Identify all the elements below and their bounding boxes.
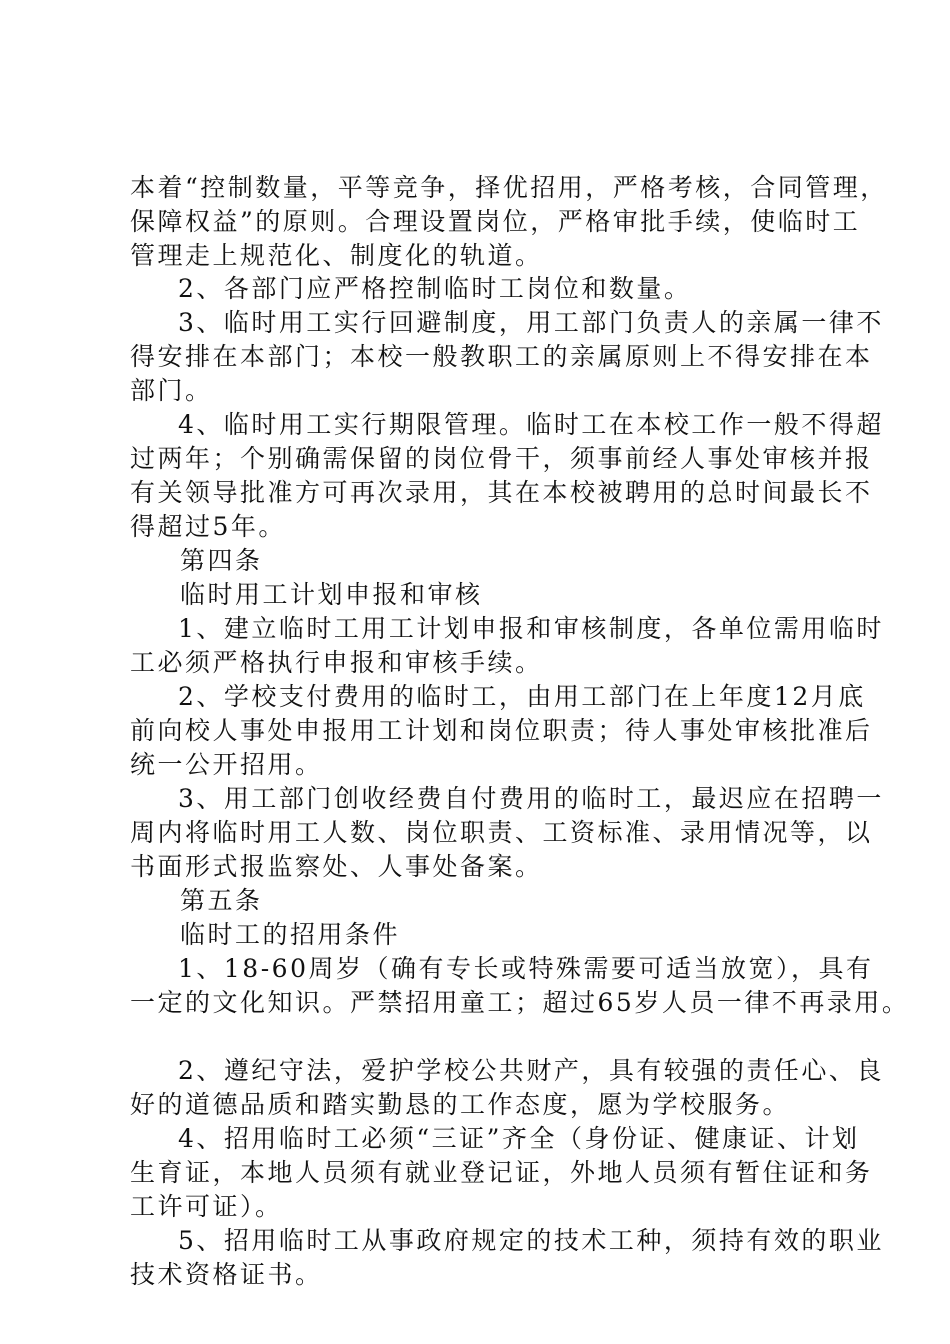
paragraph-line: 统一公开招用。 bbox=[130, 750, 323, 779]
paragraph-line: 周内将临时用工人数、岗位职责、工资标准、录用情况等，以 bbox=[130, 818, 873, 847]
paragraph-line: 1、18-60周岁（确有专长或特殊需要可适当放宽），具有 bbox=[178, 954, 874, 983]
paragraph-line: 书面形式报监察处、人事处备案。 bbox=[130, 852, 543, 881]
paragraph-line: 有关领导批准方可再次录用，其在本校被聘用的总时间最长不 bbox=[130, 478, 873, 507]
paragraph-line: 得超过5年。 bbox=[130, 512, 286, 541]
paragraph-line: 好的道德品质和踏实勤恳的工作态度，愿为学校服务。 bbox=[130, 1090, 791, 1119]
paragraph-line: 3、临时用工实行回避制度，用工部门负责人的亲属一律不 bbox=[178, 308, 884, 337]
paragraph-line: 生育证，本地人员须有就业登记证，外地人员须有暂住证和务 bbox=[130, 1158, 873, 1187]
article-heading: 第五条 bbox=[180, 886, 263, 915]
paragraph-line: 技术资格证书。 bbox=[130, 1260, 323, 1289]
paragraph-line: 部门。 bbox=[130, 376, 213, 405]
paragraph-line: 2、遵纪守法，爱护学校公共财产，具有较强的责任心、良 bbox=[178, 1056, 884, 1085]
paragraph-line: 保障权益”的原则。合理设置岗位，严格审批手续，使临时工 bbox=[130, 207, 861, 236]
paragraph-line: 1、建立临时工用工计划申报和审核制度，各单位需用临时 bbox=[178, 614, 884, 643]
article-title: 临时工的招用条件 bbox=[180, 920, 401, 949]
paragraph-line: 3、用工部门创收经费自付费用的临时工，最迟应在招聘一 bbox=[178, 784, 884, 813]
paragraph-line: 管理走上规范化、制度化的轨道。 bbox=[130, 241, 543, 270]
paragraph-line: 一定的文化知识。严禁招用童工；超过65岁人员一律不再录用。 bbox=[130, 988, 910, 1017]
paragraph-line: 本着“控制数量，平等竞争，择优招用，严格考核，合同管理， bbox=[130, 173, 888, 202]
paragraph-line: 工许可证）。 bbox=[130, 1192, 283, 1221]
paragraph-line: 2、各部门应严格控制临时工岗位和数量。 bbox=[178, 274, 692, 303]
article-heading: 第四条 bbox=[180, 546, 263, 575]
paragraph-line: 2、学校支付费用的临时工，由用工部门在上年度12月底 bbox=[178, 682, 866, 711]
paragraph-line: 5、招用临时工从事政府规定的技术工种，须持有效的职业 bbox=[178, 1226, 884, 1255]
paragraph-line: 过两年；个别确需保留的岗位骨干，须事前经人事处审核并报 bbox=[130, 444, 873, 473]
paragraph-line: 4、招用临时工必须“三证”齐全（身份证、健康证、计划 bbox=[178, 1124, 860, 1153]
paragraph-line: 前向校人事处申报用工计划和岗位职责；待人事处审核批准后 bbox=[130, 716, 873, 745]
paragraph-line: 4、临时用工实行期限管理。临时工在本校工作一般不得超 bbox=[178, 410, 884, 439]
paragraph-line: 得安排在本部门；本校一般教职工的亲属原则上不得安排在本 bbox=[130, 342, 873, 371]
paragraph-line: 工必须严格执行申报和审核手续。 bbox=[130, 648, 543, 677]
article-title: 临时用工计划申报和审核 bbox=[180, 580, 483, 609]
